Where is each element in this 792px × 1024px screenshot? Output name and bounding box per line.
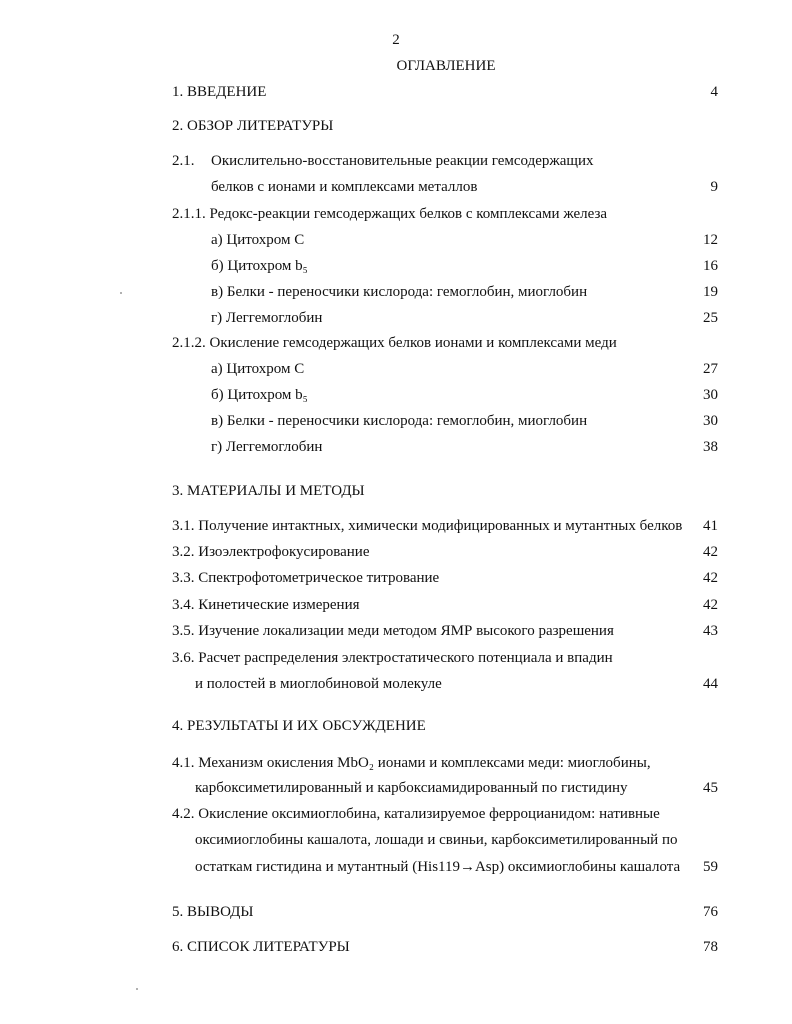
- toc-entry-page: 19: [703, 284, 718, 300]
- toc-entry-text: г) Леггемоглобин: [211, 439, 323, 455]
- toc-entry[interactable]: [0, 177, 792, 197]
- toc-entry-text: карбоксиметилированный и карбоксиамидированный по гистидину: [195, 780, 628, 796]
- toc-entry-text: белков с ионами и комплексами металлов: [211, 179, 478, 195]
- toc-entry[interactable]: [0, 282, 792, 302]
- toc-entry-page: 44: [703, 676, 718, 692]
- toc-entry-text: 3.2. Изоэлектрофокусирование: [172, 544, 370, 560]
- toc-entry-text: 2. ОБЗОР ЛИТЕРАТУРЫ: [172, 118, 334, 134]
- toc-entry[interactable]: [0, 804, 792, 824]
- toc-entry-text: 4. РЕЗУЛЬТАТЫ И ИХ ОБСУЖДЕНИЕ: [172, 718, 426, 734]
- toc-entry[interactable]: [0, 385, 792, 405]
- toc-entry-page: 9: [710, 179, 718, 195]
- toc-entry[interactable]: [0, 82, 792, 102]
- toc-entry-page: 30: [703, 413, 718, 429]
- toc-entry-page: 12: [703, 232, 718, 248]
- scan-speck: [136, 988, 138, 990]
- toc-entry[interactable]: [0, 308, 792, 328]
- toc-entry-page: 42: [703, 597, 718, 613]
- toc-title: ОГЛАВЛЕНИЕ: [396, 58, 496, 74]
- toc-entry-text: 2.1.2. Окисление гемсодержащих белков ионами и комплексами меди: [172, 335, 617, 351]
- toc-entry-page: 38: [703, 439, 718, 455]
- toc-entry-page: 25: [703, 310, 718, 326]
- toc-entry-page: 30: [703, 387, 718, 403]
- toc-entry[interactable]: [0, 648, 792, 668]
- toc-entry-text: 3. МАТЕРИАЛЫ И МЕТОДЫ: [172, 483, 365, 499]
- toc-entry[interactable]: [0, 753, 792, 773]
- toc-entry-text: б) Цитохром b₅: [211, 387, 308, 403]
- toc-entry-text: 3.4. Кинетические измерения: [172, 597, 360, 613]
- toc-entry[interactable]: [0, 937, 792, 957]
- toc-entry-text: 3.5. Изучение локализации меди методом ЯМР высокого разрешения: [172, 623, 614, 639]
- toc-entry[interactable]: [0, 595, 792, 615]
- toc-entry-number: 2.1.: [172, 153, 195, 169]
- toc-entry-text: 3.1. Получение интактных, химически модифицированных и мутантных белков: [172, 518, 683, 534]
- toc-entry-page: 45: [703, 780, 718, 796]
- toc-entry[interactable]: [0, 542, 792, 562]
- toc-entry[interactable]: [0, 359, 792, 379]
- toc-entry-text: г) Леггемоглобин: [211, 310, 323, 326]
- toc-entry-page: 76: [703, 904, 718, 920]
- toc-entry-page: 27: [703, 361, 718, 377]
- toc-entry[interactable]: [0, 621, 792, 641]
- toc-entry-text: 2.1.1. Редокс-реакции гемсодержащих белков с комплексами железа: [172, 206, 608, 222]
- toc-entry[interactable]: [0, 902, 792, 922]
- toc-entry-page: 78: [703, 939, 718, 955]
- toc-entry-page: 41: [703, 518, 718, 534]
- toc-entry[interactable]: [0, 116, 792, 136]
- toc-entry-page: 43: [703, 623, 718, 639]
- toc-entry[interactable]: [0, 481, 792, 501]
- toc-entry[interactable]: [0, 674, 792, 694]
- toc-entry[interactable]: [0, 857, 792, 877]
- toc-entry-text: а) Цитохром С: [211, 361, 305, 377]
- toc-entry-page: 42: [703, 570, 718, 586]
- toc-entry-text: и полостей в миоглобиновой молекуле: [195, 676, 442, 692]
- toc-entry-text: оксимиоглобины кашалота, лошади и свиньи, карбоксиметилированный по: [195, 832, 678, 848]
- toc-entry[interactable]: [0, 151, 792, 171]
- toc-entry-text: 3.3. Спектрофотометрическое титрование: [172, 570, 440, 586]
- toc-entry-text: 5. ВЫВОДЫ: [172, 904, 254, 920]
- toc-entry-page: 42: [703, 544, 718, 560]
- toc-entry[interactable]: [0, 778, 792, 798]
- toc-entry-text: остаткам гистидина и мутантный (His119→Asp) оксимиоглобины кашалота: [195, 859, 681, 875]
- toc-entry-text: в) Белки - переносчики кислорода: гемоглобин, миоглобин: [211, 413, 588, 429]
- toc-entry-text: в) Белки - переносчики кислорода: гемоглобин, миоглобин: [211, 284, 588, 300]
- scan-speck: [120, 292, 122, 294]
- toc-entry-text: а) Цитохром С: [211, 232, 305, 248]
- toc-entry-page: 4: [710, 84, 718, 100]
- toc-entry-text: 1. ВВЕДЕНИЕ: [172, 84, 267, 100]
- toc-entry-text: 4.2. Окисление оксимиоглобина, катализируемое ферроцианидом: нативные: [172, 806, 660, 822]
- toc-entry-page: 16: [703, 258, 718, 274]
- toc-entry-text: 3.6. Расчет распределения электростатического потенциала и впадин: [172, 650, 613, 666]
- toc-entry-text: 6. СПИСОК ЛИТЕРАТУРЫ: [172, 939, 350, 955]
- toc-entry-text: 4.1. Механизм окисления MbO₂ ионами и комплексами меди: миоглобины,: [172, 755, 651, 771]
- toc-entry[interactable]: [0, 716, 792, 736]
- toc-entry-text: б) Цитохром b₅: [211, 258, 308, 274]
- toc-entry[interactable]: [0, 333, 792, 353]
- toc-entry[interactable]: [0, 437, 792, 457]
- toc-entry[interactable]: [0, 204, 792, 224]
- toc-entry-page: 59: [703, 859, 718, 875]
- toc-entry-text: Окислительно-восстановительные реакции гемсодержащих: [211, 153, 594, 169]
- toc-entry[interactable]: [0, 516, 792, 536]
- toc-entry[interactable]: [0, 830, 792, 850]
- toc-entry[interactable]: [0, 568, 792, 588]
- page-number: 2: [392, 32, 400, 48]
- toc-entry[interactable]: [0, 411, 792, 431]
- toc-entry[interactable]: [0, 256, 792, 276]
- toc-entry[interactable]: [0, 230, 792, 250]
